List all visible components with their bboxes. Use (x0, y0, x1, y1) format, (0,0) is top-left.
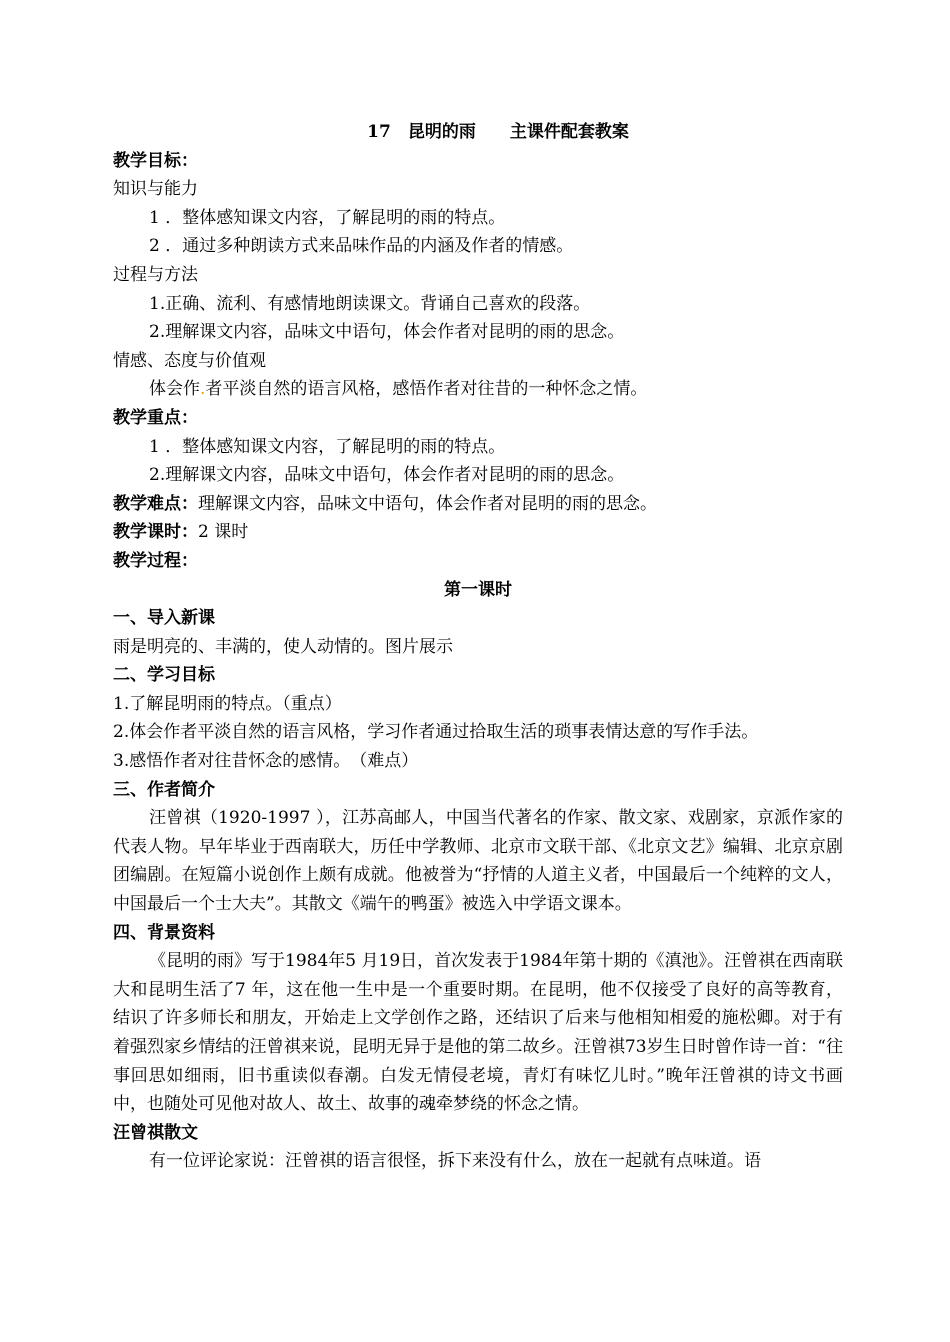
section-heading: 四、背景资料 (113, 922, 215, 943)
document-title: 17 昆明的雨 主课件配套教案 (367, 122, 629, 142)
section-heading: 二、学习目标 (113, 665, 215, 686)
section-text: 雨是明亮的、丰满的，使人动情的。图片展示 (113, 636, 453, 657)
emotion-heading: 情感、态度与价值观 (113, 350, 266, 371)
section-heading: 汪曾祺散文 (113, 1122, 198, 1143)
difficulty-text: 理解课文内容，品味文中语句，体会作者对昆明的雨的思念。 (198, 493, 657, 514)
section-heading: 一、导入新课 (113, 608, 215, 629)
key-item: 2.理解课文内容，品味文中语句，体会作者对昆明的雨的思念。 (149, 465, 625, 486)
goal-item: 1.了解昆明雨的特点。（重点） (113, 693, 342, 714)
essay-paragraph: 有一位评论家说：汪曾祺的语言很怪，拆下来没有什么，放在一起就有点味道。语 (149, 1151, 761, 1172)
difficulty-label: 教学难点： (113, 493, 198, 514)
key-item: 1 ．整体感知课文内容，了解昆明的雨的特点。 (149, 436, 506, 457)
process-main-heading: 教学过程： (113, 550, 198, 571)
hours-row (113, 518, 843, 547)
goal-item: 3.感悟作者对往昔怀念的感情。 （难点） (113, 751, 419, 772)
goal-item: 2.体会作者平淡自然的语言风格，学习作者通过拾取生活的琐事表情达意的写作手法。 (113, 722, 759, 743)
difficulty-row (113, 490, 843, 519)
knowledge-item: 1 ．整体感知课文内容，了解昆明的雨的特点。 (149, 207, 506, 228)
emotion-text-part: 体会作 (149, 379, 200, 400)
knowledge-item: 2 ．通过多种朗读方式来品味作品的内涵及作者的情感。 (149, 236, 574, 257)
emotion-text (113, 375, 843, 404)
process-heading: 过程与方法 (113, 264, 198, 285)
knowledge-heading: 知识与能力 (113, 179, 198, 200)
hours-text: 2 课时 (198, 522, 249, 543)
document-body (113, 118, 843, 1176)
process-item: 2.理解课文内容，品味文中语句，体会作者对昆明的雨的思念。 (149, 322, 625, 343)
lesson-title: 第一课时 (444, 579, 512, 600)
key-heading: 教学重点： (113, 407, 198, 428)
process-item: 1.正确、流利、有感情地朗读课文。背诵自己喜欢的段落。 (149, 293, 591, 314)
hours-label: 教学课时： (113, 522, 198, 543)
goals-heading: 教学目标： (113, 150, 198, 171)
emotion-mark: . (200, 379, 206, 400)
author-paragraph: 汪曾祺（1920-1997 ），江苏高邮人，中国当代著名的作家、散文家、戏剧家，京派作家的代表人物。早年毕业于西南联大，历任中学教师、北京市文联干部、《北京文艺》编辑、北京京剧团编剧。在短篇小说创作上颇有成就。他被誉为“抒情的人道主义者，中国最后一个纯粹的文人，中国最后一个士大夫”。其散文《端午的鸭蛋》被选入中学语文课本。 (113, 808, 843, 915)
section-heading: 三、作者简介 (113, 779, 215, 800)
background-paragraph: 《昆明的雨》写于1984年5 月19日，首次发表于1984年第十期的《滇池》。汪曾祺在西南联大和昆明生活了7 年，这在他一生中是一个重要时期。在昆明，他不仅接受了良好的高等教育，结识了许多师长和朋友，开始走上文学创作之路，还结识了后来与他相知相爱的施松卿。对于有着强烈家乡情结的汪曾祺来说，昆明无异于是他的第二故乡。汪曾祺73岁生日时曾作诗一首：“往事回思如细雨，旧书重读似春潮。白发无情侵老境，青灯有味忆儿时。”晚年汪曾祺的诗文书画中，也随处可见他对故人、故土、故事的魂牵梦绕的怀念之情。 (113, 951, 843, 1115)
emotion-text-part: 者平淡自然的语言风格，感悟作者对往昔的一种怀念之情。 (205, 379, 648, 400)
